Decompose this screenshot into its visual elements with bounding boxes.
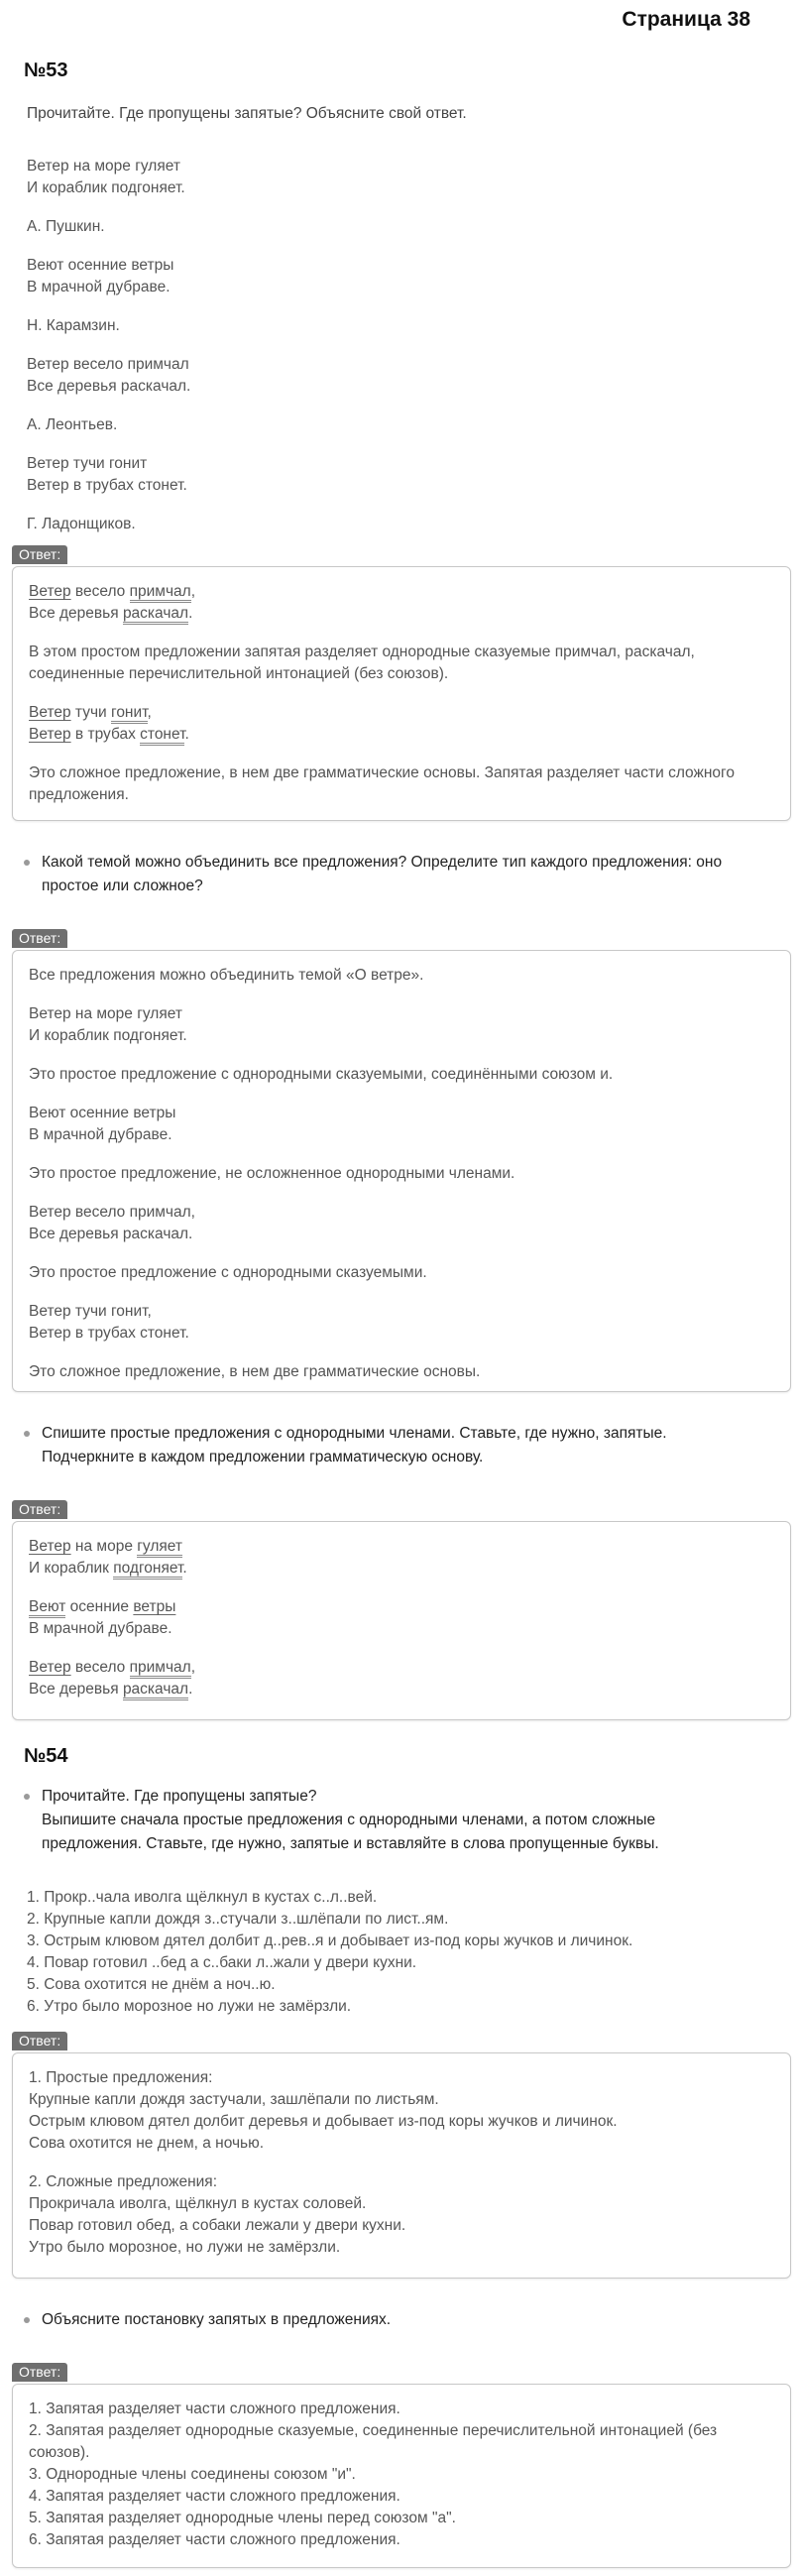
sentence-item: 1. Прокр..чала иволга щёлкнул в кустах с..л..вей.: [27, 1889, 378, 1906]
question-2: [24, 851, 777, 898]
answer-paragraph: [29, 702, 774, 746]
answer-line: 1. Простые предложения:: [29, 2069, 213, 2086]
answer-line: Это простое предложение, не осложненное однородными членами.: [29, 1165, 515, 1182]
question-3: [24, 1422, 777, 1469]
answer-line: Ветер на море гуляет: [29, 1005, 182, 1022]
answer-line: союзов).: [29, 2444, 90, 2461]
text-fragment: осенние: [65, 1598, 134, 1615]
exercise-54-question-2: [24, 2308, 777, 2332]
predicate-word: примчал: [130, 1659, 191, 1679]
sentence-item: 2. Крупные капли дождя з..стучали з..шлёпали по лист..ям.: [27, 1911, 449, 1928]
page-number: Страница 38: [622, 8, 750, 31]
answer-label: Ответ:: [12, 545, 67, 564]
answer-box-3: [12, 1521, 791, 1720]
text-fragment: ,: [190, 1659, 196, 1676]
poem-author: А. Пушкин.: [27, 218, 105, 235]
answer-line: 5. Запятая разделяет однородные члены перед союзом "а".: [29, 2510, 456, 2526]
predicate-word: гонит: [111, 704, 148, 724]
answer-line: Утро было морозное, но лужи не замёрзли.: [29, 2239, 341, 2256]
text-fragment: в трубах: [70, 726, 141, 743]
poem-line: В мрачной дубраве.: [27, 279, 171, 295]
text-fragment: весело: [70, 583, 130, 600]
answer-line: В мрачной дубраве.: [29, 1620, 172, 1637]
answer-line: Ветер весело примчал,: [29, 1204, 195, 1221]
subject-word: Ветер: [29, 583, 71, 600]
exercise-54-heading: №54: [24, 1745, 68, 1767]
bullet-icon: [24, 860, 30, 866]
text-fragment: И кораблик: [29, 1560, 114, 1577]
text-fragment: .: [182, 1560, 187, 1577]
poem-line: Все деревья раскачал.: [27, 378, 191, 395]
answer-line: Веют осенние ветры: [29, 1105, 176, 1121]
predicate-word: Веют: [29, 1598, 65, 1618]
answer-box-2: [12, 950, 791, 1392]
text-fragment: ,: [147, 704, 152, 721]
text-fragment: весело: [70, 1659, 130, 1676]
sentence-item: 5. Сова охотится не днём а ноч..ю.: [27, 1976, 276, 1993]
poem-author: Н. Карамзин.: [27, 317, 120, 334]
answer-box-1: [12, 566, 791, 821]
question-line: предложения. Ставьте, где нужно, запятые и вставляйте в слова пропущенные буквы.: [42, 1835, 659, 1852]
answer-line: Это простое предложение с однородными сказуемыми.: [29, 1264, 427, 1281]
answer-line: И кораблик подгоняет.: [29, 1027, 187, 1044]
answer-line: Ветер тучи гонит,: [29, 1303, 152, 1320]
answer-paragraph: В этом простом предложении запятая разделяет однородные сказуемые примчал, раскачал, соединенные перечислительной интонацией (без союзов).: [29, 644, 695, 682]
question-line: Подчеркните в каждом предложении грамматическую основу.: [42, 1449, 484, 1465]
exercise-53-task: Прочитайте. Где пропущены запятые? Объясните свой ответ.: [27, 105, 467, 122]
poem-author: Г. Ладонщиков.: [27, 516, 136, 532]
answer-label: Ответ:: [12, 929, 67, 948]
subject-word: Ветер: [29, 726, 71, 743]
exercise-54-sentences: [27, 1887, 780, 2018]
answer-line: Ветер в трубах стонет.: [29, 1325, 189, 1342]
sentence-item: 4. Повар готовил ..бед а с..баки л..жали у двери кухни.: [27, 1954, 417, 1971]
text-fragment: Все деревья: [29, 605, 123, 622]
question-line: простое или сложное?: [42, 878, 203, 894]
answer-label: Ответ:: [12, 2032, 67, 2050]
answer-line: В мрачной дубраве.: [29, 1126, 172, 1143]
poem-author: А. Леонтьев.: [27, 416, 118, 433]
answer-line: Прокричала иволга, щёлкнул в кустах соловей.: [29, 2195, 367, 2212]
text-fragment: .: [188, 605, 193, 622]
predicate-word: раскачал: [123, 605, 188, 625]
poem-line: Веют осенние ветры: [27, 257, 174, 274]
predicate-word: стонет: [140, 726, 184, 746]
text-fragment: Все деревья: [29, 1681, 123, 1698]
predicate-word: подгоняет: [113, 1560, 182, 1580]
bullet-icon: [24, 1794, 30, 1800]
poem-line: Ветер тучи гонит: [27, 455, 148, 472]
poem-line: Ветер весело примчал: [27, 356, 189, 373]
answer-line: Сова охотится не днем, а ночью.: [29, 2135, 265, 2152]
question-line: Выпишите сначала простые предложения с однородными членами, а потом сложные: [42, 1812, 656, 1828]
answer-box-54-2: [12, 2384, 791, 2568]
answer-box-54-1: [12, 2052, 791, 2279]
poem-line: И кораблик подгоняет.: [27, 179, 185, 196]
answer-line: 1. Запятая разделяет части сложного предложения.: [29, 2400, 400, 2417]
predicate-word: раскачал: [123, 1681, 188, 1700]
predicate-word: гуляет: [137, 1538, 182, 1558]
text-fragment: на море: [70, 1538, 138, 1555]
poem-line: Ветер в трубах стонет.: [27, 477, 187, 494]
text-fragment: .: [184, 726, 189, 743]
answer-line: 2. Сложные предложения:: [29, 2173, 217, 2190]
question-line: Спишите простые предложения с однородными членами. Ставьте, где нужно, запятые.: [42, 1425, 667, 1442]
text-fragment: ,: [190, 583, 196, 600]
sentence-item: 3. Острым клювом дятел долбит д..рев..я и добывает из-под коры жучков и личинок.: [27, 1932, 633, 1949]
text-fragment: тучи: [70, 704, 111, 721]
answer-line: 4. Запятая разделяет части сложного предложения.: [29, 2488, 400, 2505]
subject-word: ветры: [133, 1598, 176, 1615]
poem-line: Ветер на море гуляет: [27, 158, 180, 175]
answer-line: Это сложное предложение, в нем две грамматические основы.: [29, 1363, 481, 1380]
answer-line: Все деревья раскачал.: [29, 1226, 193, 1242]
exercise-53-heading: №53: [24, 59, 68, 81]
sentence-item: 6. Утро было морозное но лужи не замёрзли.: [27, 1998, 352, 2015]
answer-line: 3. Однородные члены соединены союзом "и".: [29, 2466, 356, 2483]
answer-line: Крупные капли дождя застучали, зашлёпали по листьям.: [29, 2091, 439, 2108]
bullet-icon: [24, 1431, 30, 1437]
subject-word: Ветер: [29, 1538, 71, 1555]
answer-line: Повар готовил обед, а собаки лежали у двери кухни.: [29, 2217, 406, 2234]
answer-line: Все предложения можно объединить темой «О ветре».: [29, 967, 424, 984]
answer-paragraph: [29, 581, 774, 625]
bullet-icon: [24, 2317, 30, 2323]
answer-label: Ответ:: [12, 1500, 67, 1519]
question-line: Объясните постановку запятых в предложениях.: [42, 2311, 392, 2328]
answer-paragraph: Это сложное предложение, в нем две грамматические основы. Запятая разделяет части сложного предложения.: [29, 764, 735, 803]
text-fragment: .: [188, 1681, 193, 1698]
answer-label: Ответ:: [12, 2363, 67, 2382]
subject-word: Ветер: [29, 1659, 71, 1676]
answer-line: 6. Запятая разделяет части сложного предложения.: [29, 2531, 400, 2548]
predicate-word: примчал: [130, 583, 191, 603]
question-line: Прочитайте. Где пропущены запятые?: [42, 1788, 317, 1805]
answer-line: 2. Запятая разделяет однородные сказуемые, соединенные перечислительной интонацией (без: [29, 2422, 718, 2439]
exercise-53-poems: [27, 156, 780, 535]
answer-line: Острым клювом дятел долбит деревья и добывает из-под коры жучков и личинок.: [29, 2113, 618, 2130]
subject-word: Ветер: [29, 704, 71, 721]
answer-line: Это простое предложение с однородными сказуемыми, соединёнными союзом и.: [29, 1066, 614, 1083]
question-line: Какой темой можно объединить все предложения? Определите тип каждого предложения: оно: [42, 854, 723, 871]
exercise-54-task: [24, 1785, 777, 1856]
